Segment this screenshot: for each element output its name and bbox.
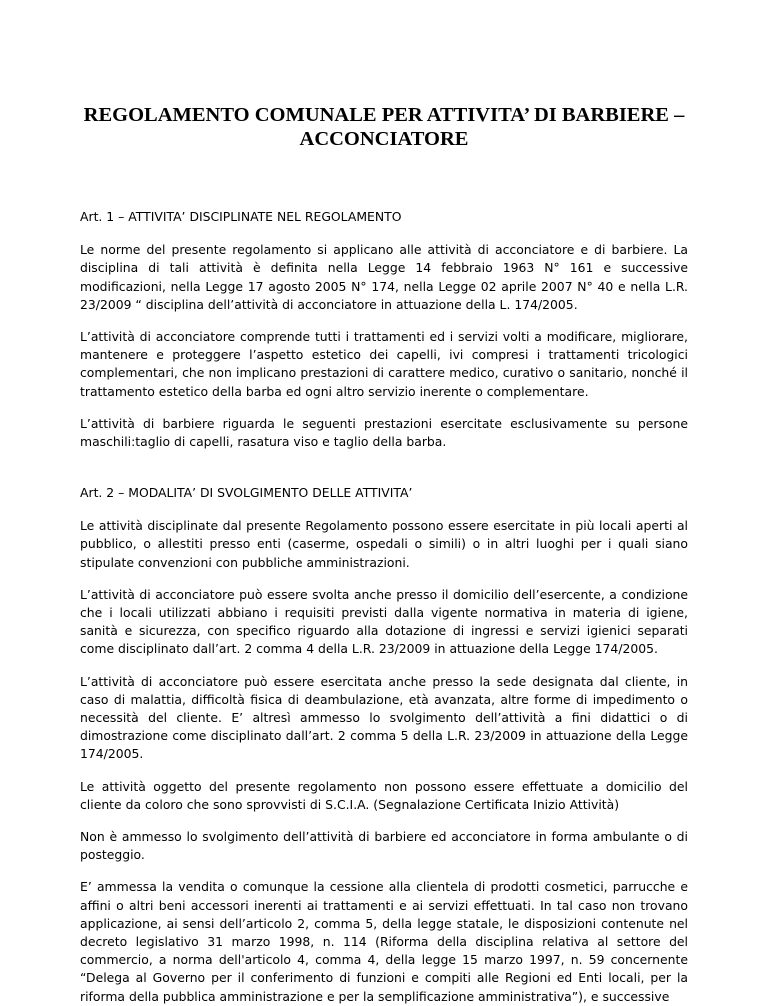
article-1	[80, 208, 688, 451]
article-2	[80, 484, 688, 1006]
article-2-paragraph-2: L’attività di acconciatore può essere svolta anche presso il domicilio dell’esercente, a condizione che i locali utilizzati abbiano i requisiti previsti dalla vigente normativa in materia di igiene, sanità e sicurezza, con specifico riguardo alla dotazione di ingressi e servizi igienici separati come disciplinato dall’art. 2 comma 4 della L.R. 23/2009 in attuazione della Legge 174/2005.	[80, 586, 688, 657]
article-2-paragraph-4: Le attività oggetto del presente regolamento non possono essere effettuate a domicilio del cliente da coloro che sono sprovvisti di S.C.I.A. (Segnalazione Certificata Inizio Attività)	[80, 778, 688, 812]
article-1-paragraph-1: Le norme del presente regolamento si applicano alle attività di acconciatore e di barbiere. La disciplina di tali attività è definita nella Legge 14 febbraio 1963 N° 161 e successive modificazioni, nella Legge 17 agosto 2005 N° 174, nella Legge 02 aprile 2007 N° 40 e nella L.R. 23/2009 “ disciplina dell’attività di acconciatore in attuazione della L. 174/2005.	[80, 242, 688, 312]
article-2-paragraph-6: E’ ammessa la vendita o comunque la cessione alla clientela di prodotti cosmetici, parrucche e affini o altri beni accessori inerenti ai trattamenti e ai servizi effettuati. In tal caso non trovano applicazione, ai sensi dell’articolo 2, comma 5, della legge statale, le disposizioni contenute nel decreto legislativo 31 marzo 1998, n. 114 (Riforma della disciplina relativa al settore del commercio, a norma dell'articolo 4, comma 4, della legge 15 marzo 1997, n. 59 concernente “Delega al Governo per il conferimento di funzioni e compiti alle Regioni ed Enti locali, per la riforma della pubblica amministrazione e per la semplificazione amministrativa”), e successive	[80, 879, 688, 1004]
document-title	[80, 103, 688, 151]
article-1-heading: Art. 1 – ATTIVITA’ DISCIPLINATE NEL REGOLAMENTO	[80, 209, 402, 224]
article-2-paragraph-5: Non è ammesso lo svolgimento dell’attività di barbiere ed acconciatore in forma ambulante o di posteggio.	[80, 829, 688, 863]
article-2-paragraph-3: L’attività di acconciatore può essere esercitata anche presso la sede designata dal cliente, in caso di malattia, difficoltà fisica di deambulazione, età avanzata, altre forme di impedimento o necessità del cliente. E’ altresì ammesso lo svolgimento dell’attività a fini didattici o di dimostrazione come disciplinato dall’art. 2 comma 5 della L.R. 23/2009 in attuazione della Legge 174/2005.	[80, 673, 688, 762]
article-1-paragraph-3: L’attività di barbiere riguarda le seguenti prestazioni esercitate esclusivamente su persone maschili:taglio di capelli, rasatura viso e taglio della barba.	[80, 415, 688, 450]
article-2-paragraph-1: Le attività disciplinate dal presente Regolamento possono essere esercitate in più locali aperti al pubblico, o allestiti presso enti (caserme, ospedali o simili) o in altri luoghi per i quali siano stipulate convenzioni con pubbliche amministrazioni.	[80, 518, 688, 570]
article-1-paragraph-2: L’attività di acconciatore comprende tutti i trattamenti ed i servizi volti a modificare, migliorare, mantenere e proteggere l’aspetto estetico dei capelli, ivi compresi i trattamenti tricologici complementari, che non implicano prestazioni di carattere medico, curativo o sanitario, nonché il trattamento estetico della barba ed ogni altro servizio inerente o complementare.	[80, 329, 688, 399]
document-title-line-1: REGOLAMENTO COMUNALE PER ATTIVITA’ DI BARBIERE –	[83, 104, 685, 126]
document-title-line-2: ACCONCIATORE	[299, 128, 469, 150]
article-2-heading: Art. 2 – MODALITA’ DI SVOLGIMENTO DELLE ATTIVITA’	[80, 485, 413, 500]
